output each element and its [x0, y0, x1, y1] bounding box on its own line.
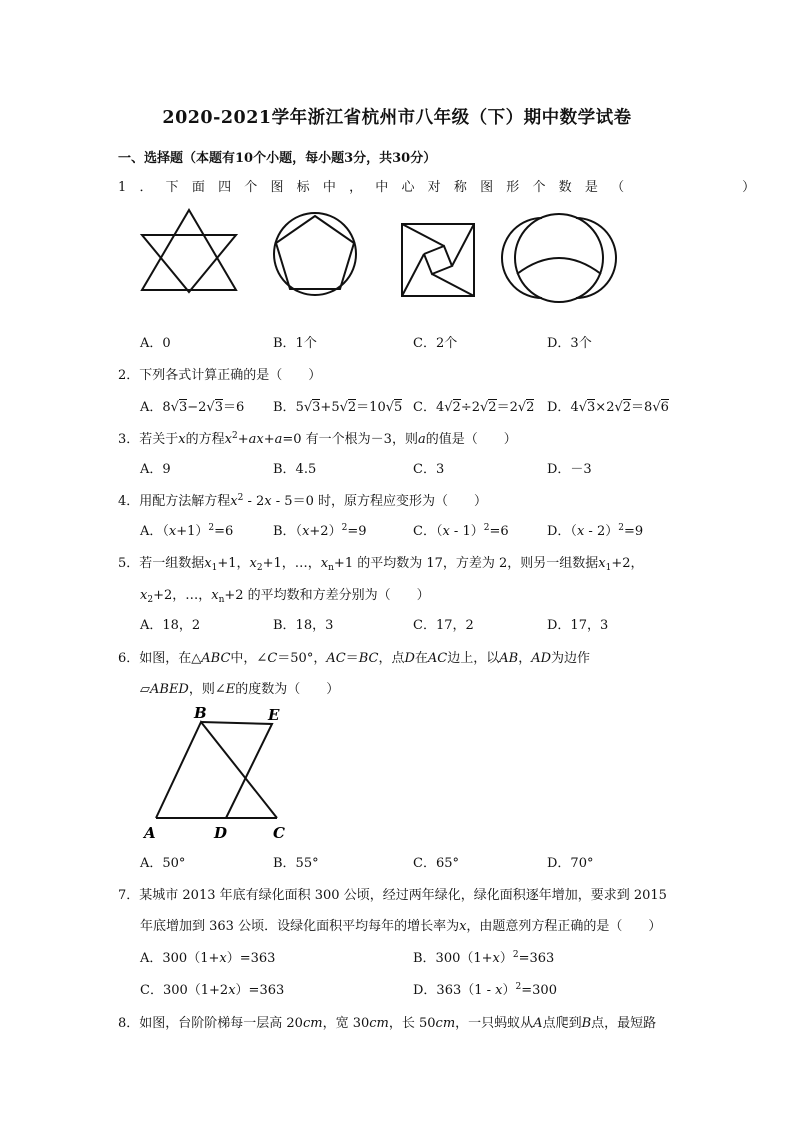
- q2-option-a: A．8√3−2√3＝6: [140, 400, 245, 415]
- question-5-stem-line1: 5．若一组数据$x_1+1$，$x_2+1$，…，$x_n+1$ 的平均数为 17，方差为 2，则另一组数据$x_1+2$，: [118, 556, 644, 573]
- q3-option-b: B．4.5: [273, 462, 317, 477]
- pentagon-in-circle-icon: [268, 210, 364, 300]
- question-3-stem: 3．若关于x的方程$x^2+ax+a=0$ 有一个根为－3，则a的值是（ ）: [118, 431, 517, 447]
- q1-option-a: A．0: [140, 336, 171, 351]
- q4-option-c: C．（x - 1）$^2$=6: [413, 523, 509, 539]
- q5-option-a: A．18，2: [140, 618, 201, 633]
- label-e: E: [268, 706, 280, 724]
- q6-option-d: D．70°: [547, 856, 594, 871]
- q5-option-d: D．17，3: [547, 618, 609, 633]
- question-6-stem-line1: 6．如图，在△ABC中，∠C＝50°，AC＝BC，点D在AC边上，以AB，AD为边作: [118, 651, 591, 666]
- q3-option-c: C．3: [413, 462, 445, 477]
- question-2-stem: 2．下列各式计算正确的是（ ）: [118, 368, 322, 383]
- q5-option-b: B．18，3: [273, 618, 334, 633]
- q4-option-b: B．$(x+2)^2=9$: [273, 523, 367, 539]
- q7-option-b: B．$300(1+x)^2=363$: [413, 950, 555, 966]
- label-d: D: [214, 824, 228, 842]
- three-arcs-circle-icon: [512, 212, 608, 304]
- question-5-stem-line2: $x_2+2$，…，$x_n+2$ 的平均数和方差分别为（ ）: [140, 588, 430, 605]
- question-7-stem-line2: 年底增加到 363 公顷．设绿化面积平均每年的增长率为x，由题意列方程正确的是（ ）: [140, 919, 662, 934]
- q6-option-a: A．50°: [140, 856, 186, 871]
- question-8-stem: 8．如图，台阶阶梯每一层高 20cm，宽 30cm，长 50cm，一只蚂蚁从A点爬到B点，最短路: [118, 1016, 657, 1031]
- q1-option-b: B．1个: [273, 336, 317, 351]
- q2-option-c: C．4√2÷2√2＝2√2: [413, 400, 535, 415]
- question-4-stem: 4．用配方法解方程$x^2 - 2x - 5=0$ 时，原方程应变形为（ ）: [118, 493, 487, 509]
- parallelogram-triangle-diagram: [140, 700, 300, 845]
- q7-option-c: C．300（1+2x）=363: [140, 983, 285, 998]
- hexagram-icon: [140, 206, 240, 296]
- q4-option-d: D．（x - 2）$^2$=9: [547, 523, 644, 539]
- question-1-stem: 1．下面四个图标中，中心对称图形个数是（ ）: [118, 180, 769, 195]
- q7-option-d: D．363（1 - x）$^2$=300: [413, 982, 557, 998]
- label-a: A: [144, 824, 156, 842]
- q3-option-a: A．9: [140, 462, 171, 477]
- q6-option-b: B．55°: [273, 856, 319, 871]
- label-c: C: [273, 824, 285, 842]
- page-title: 2020-2021学年浙江省杭州市八年级（下）期中数学试卷: [162, 108, 632, 128]
- q3-option-d: D．－3: [547, 462, 592, 477]
- q1-option-d: D．3个: [547, 336, 592, 351]
- q2-option-d: D．4√3×2√2＝8√6: [547, 400, 669, 415]
- square-pinwheel-icon: [400, 222, 480, 298]
- section-heading: 一、选择题（本题有10个小题，每小题3分，共30分）: [118, 151, 437, 166]
- label-b: B: [194, 704, 207, 722]
- q6-option-c: C．65°: [413, 856, 459, 871]
- q5-option-c: C．17，2: [413, 618, 474, 633]
- question-6-stem-line2: ▱ABED，则∠E的度数为（ ）: [140, 682, 340, 697]
- q1-option-c: C．2个: [413, 336, 458, 351]
- q4-option-a: A．$(x+1)^2=6$: [140, 523, 234, 539]
- question-7-stem-line1: 7．某城市 2013 年底有绿化面积 300 公顷，经过两年绿化，绿化面积逐年增加，要求到 2015: [118, 888, 667, 903]
- q7-option-a: A．300（1+x）=363: [140, 951, 276, 966]
- q2-option-b: B．5√3+5√2＝10√5: [273, 400, 403, 415]
